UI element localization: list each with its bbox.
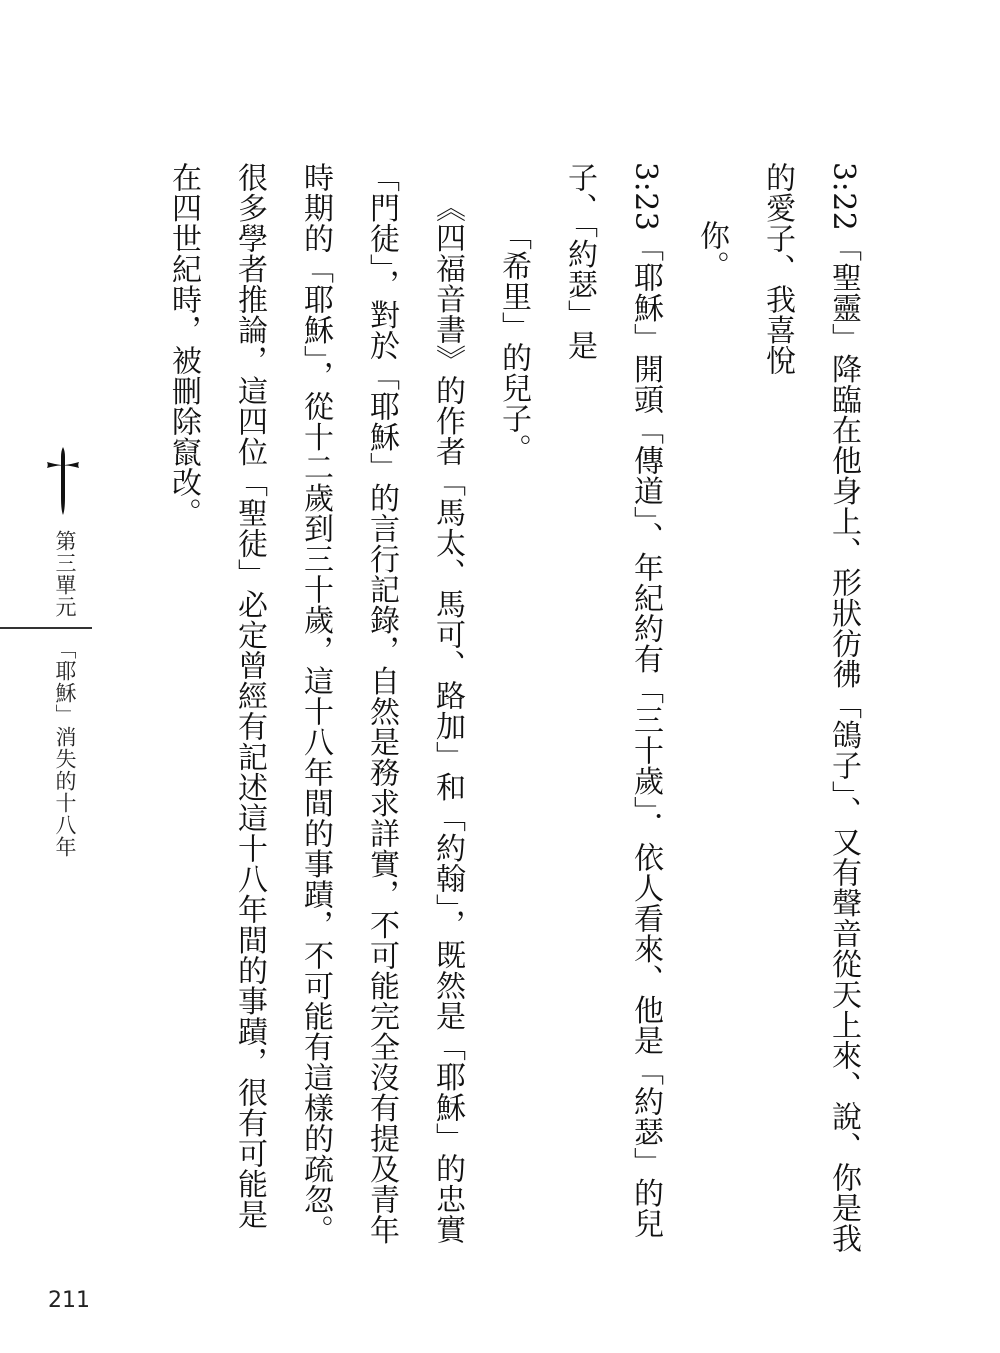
paragraph-council-nicaea (136, 162, 150, 1254)
chapter-title: 「耶穌」消失的十八年 (53, 638, 77, 858)
unit-label: 第三單元 (53, 530, 77, 618)
latin-cross-icon (44, 445, 82, 517)
verse-3-22: 3:22「聖靈」降臨在他身上、形狀彷彿「鴿子」、又有聲音從天上來、說、你是我的愛子、我喜悅 (760, 162, 861, 1254)
verse-3-22-continuation: 你。 (694, 220, 729, 281)
verse-3-23-continuation: 「希里」的兒子。 (496, 220, 531, 464)
verse-3-23: 3:23「耶穌」開頭「傳道」、年紀約有「三十歲」．依人看來、他是「約瑟」的兒子、「約瑟」是 (562, 162, 663, 1239)
sidebar-divider (0, 627, 92, 629)
main-text-column (136, 162, 876, 1254)
page-number: 211 (48, 1288, 90, 1313)
paragraph-gospel-authors: 《四福音書》的作者「馬太、馬可、路加」和「約翰」，既然是「耶穌」的忠實「門徒」，對於「耶穌」的言行記錄，自然是務求詳實，不可能完全沒有提及青年時期的「耶穌」，從十二歲到三十歲，這十八年間的事蹟，不可能有這樣的疏忽。很多學者推論，這四位「聖徒」必定曾經有記述這十八年間的事蹟，很有可能是在四世紀時，被刪除竄改。 (166, 162, 465, 1245)
